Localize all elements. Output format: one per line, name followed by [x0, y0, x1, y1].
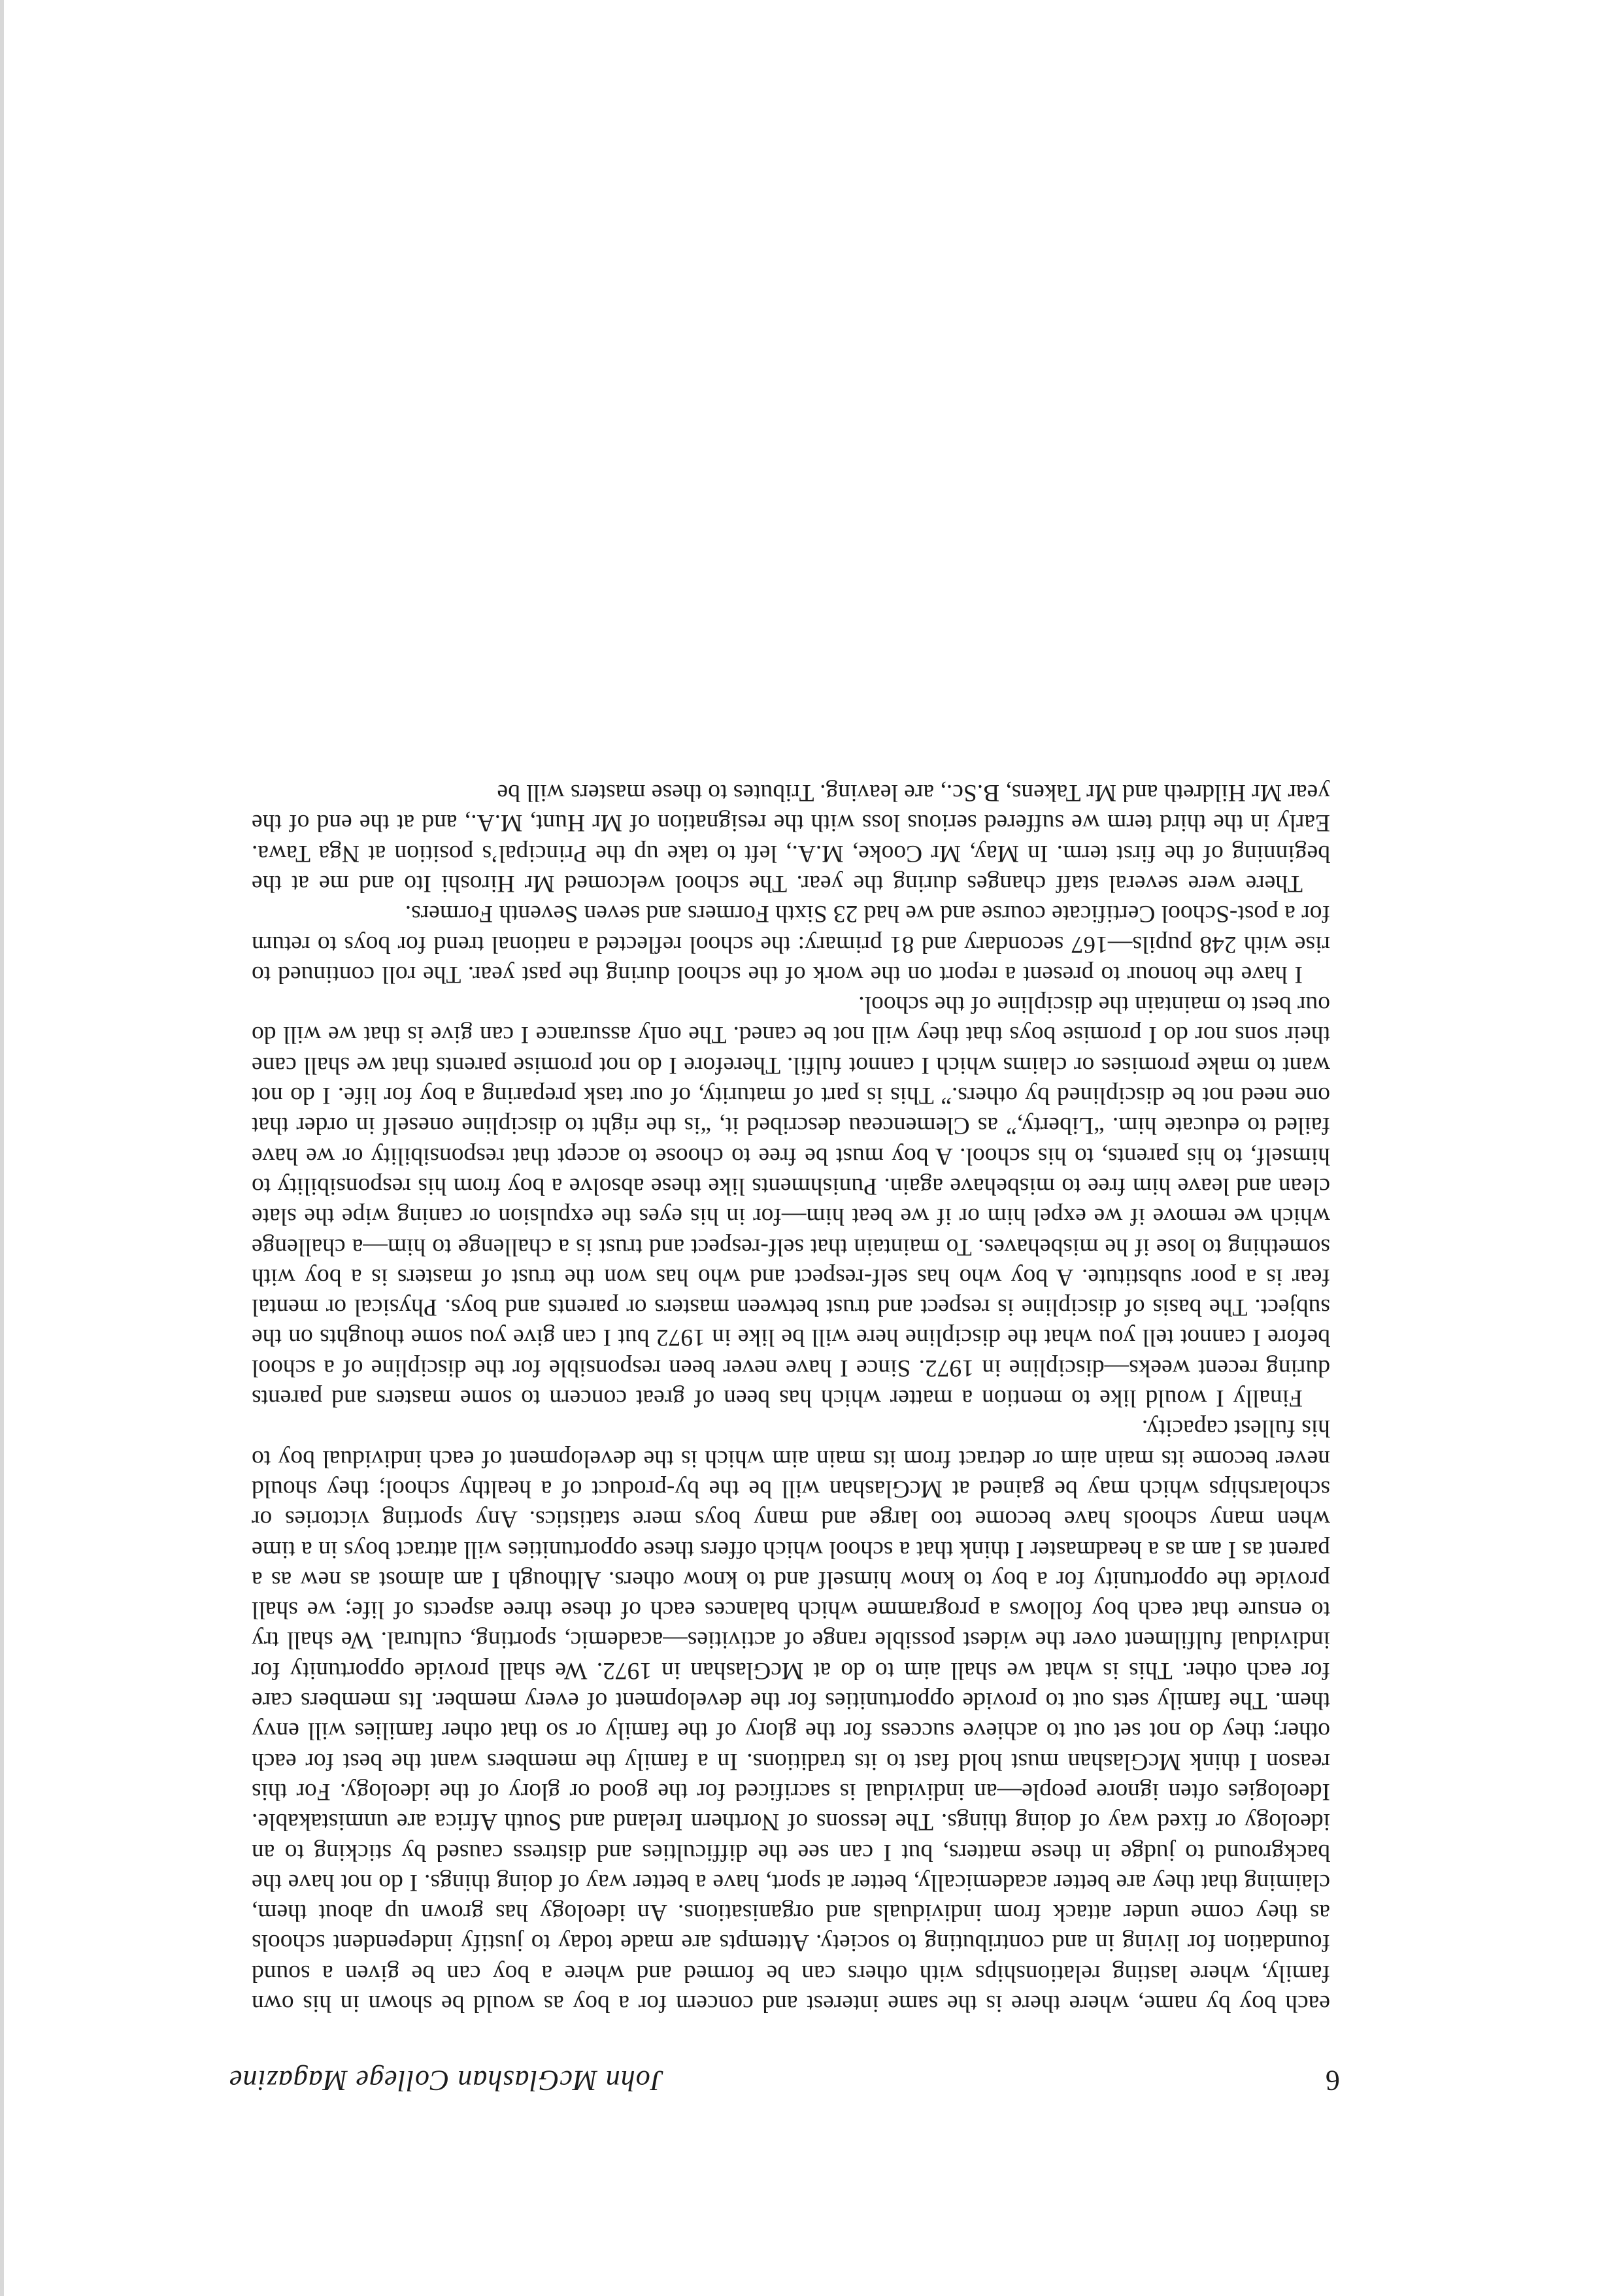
paragraph-school-report: I have the honour to present a report on the work of the school during the past year. The roll continued to rise with 248 pupils—167 secondary and 81 primary: the school reflected a national trend for boys to return for a post-School Certificate course and we had 23 Sixth Formers and seven Seventh Formers. [252, 900, 1330, 988]
article-body [252, 777, 1330, 2018]
paragraph-discipline: Finally I would like to mention a matter which has been of great concern to some masters and parents during recent weeks—discipline in 1972. Since I have never been responsible for the discipline of a school before I cannot tell you what the discipline here will be like in 1972 but I can give you some thoughts on the subject. The basis of discipline is respect and trust between masters or parents and boys. Physical or mental fear is a poor substitute. A boy who has self-respect and who has won the trust of masters is a boy with something to lose if he misbehaves. To maintain that self-respect and trust is a challenge to him—a challenge which we remove if we expel him or if we beat him—for in his eyes the expulsion or caning wipe the slate clean and leave him free to misbehave again. Punishments like these absolve a boy from his responsibility to himself, to his parents, to his school. A boy must be free to choose to accept that responsibility or we have failed to educate him. “Liberty,” as Clemenceau described it, “is the right to discipline oneself in order that one need not be disciplined by others.” This is part of maturity, of our task preparing a boy for life. I do not want to make promises or claims which I cannot fulfil. Therefore I do not promise parents that we shall cane their sons nor do I promise boys that they will not be caned. The only assurance I can give is that we will do our best to maintain the discipline of the school. [252, 991, 1330, 1412]
paragraph-staff-changes: There were several staff changes during the year. The school welcomed Mr Hiroshi Ito and me at the beginning of the first term. In May, Mr Cooke, M.A., left to take up the Principal’s position at Nga Tawa. Early in the third term we suffered serious loss with the resignation of Mr Hunt, M.A., and at the end of the year Mr Hildreth and Mr Takens, B.Sc., are leaving. Tributes to these masters will be [252, 779, 1330, 898]
paragraph-continued: each boy by name, where there is the same interest and concern for a boy as would be shown in his own family, where lasting relationships with others can be formed and where a boy can be given a sound foundation for living in and contributing to society. Attempts are made today to justify independent schools as they come under attack from individuals and organisations. An ideology has grown up about them, claiming that they are better academically, better at sport, have a better way of doing things. I do not have the background to judge in these matters, but I can see the difficulties and distress caused by sticking to an ideology or fixed way of doing things. The lessons of Northern Ireland and South Africa are unmistakable. Ideologies often ignore people—an individual is sacrificed for the good or glory of the ideology. For this reason I think McGlashan must hold fast to its traditions. In a family the members want the best for each other; they do not set out to achieve success for the glory of the family or so that other families will envy them. The family sets out to provide opportunities for the development of every member. Its members care for each other. This is what we shall aim to do at McGlashan in 1972. We shall provide opportunity for individual fulfilment over the widest possible range of activities—academic, sporting, cultural. We shall try to ensure that each boy follows a programme which balances each of these three aspects of life; we shall provide the opportunity for a boy to know himself and to know others. Although I am almost as new as a parent as I am as a headmaster I think that a school which offers these opportunities will attract boys in a time when many schools have become too large and many boys mere statistics. Any sporting victories or scholarships which may be gained at McGlashan will be the by-product of a healthy school; they should never become its main aim or detract from its main aim which is the development of each individual boy to his fullest capacity. [252, 1415, 1330, 2017]
running-head [229, 2061, 1340, 2100]
page-number: 6 [1326, 2065, 1340, 2097]
magazine-title: John McGlashan College Magazine [229, 2065, 664, 2097]
